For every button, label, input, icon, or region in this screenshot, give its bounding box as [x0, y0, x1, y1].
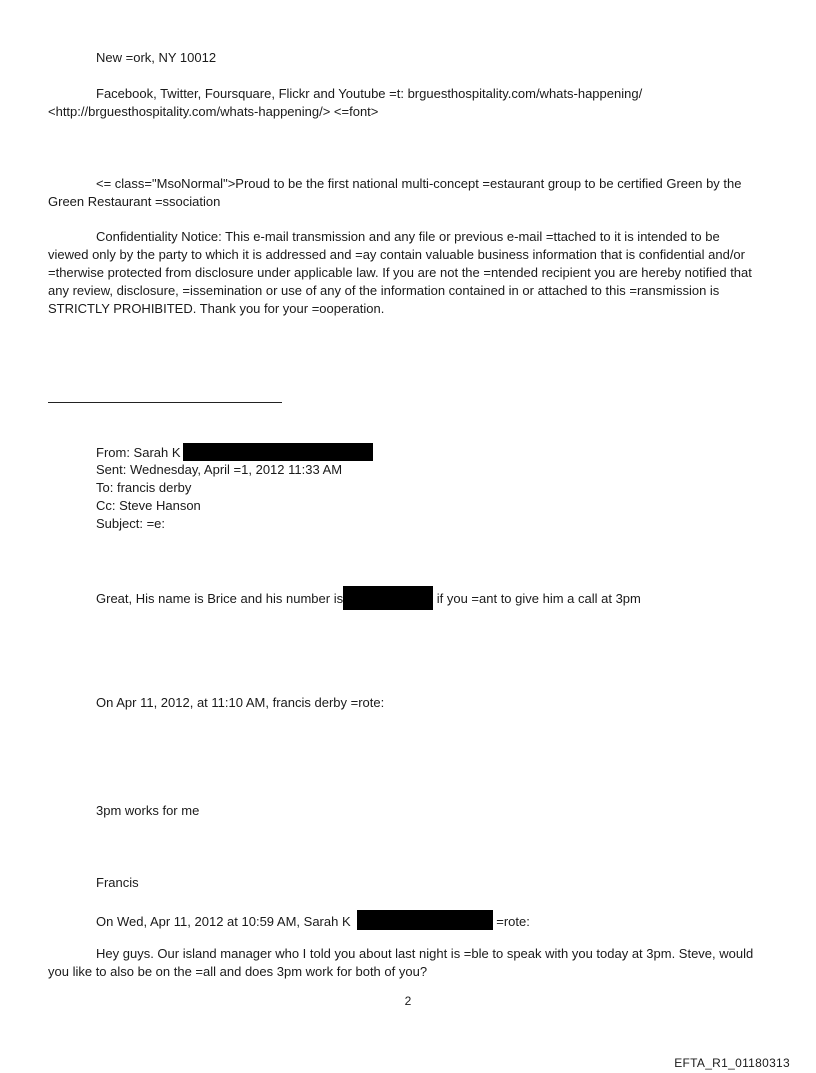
signature-francis: Francis: [96, 875, 139, 890]
quote-header-sarah-start: On Wed, Apr 11, 2012 at 10:59 AM, Sarah K: [96, 914, 351, 929]
reply-brice-text-start: Great, His name is Brice and his number is: [96, 591, 344, 606]
quote-header-sarah-end: =rote:: [496, 914, 530, 929]
address-line: New =ork, NY 10012: [96, 50, 217, 65]
green-certification-paragraph: <= class="MsoNormal">Proud to be the first national multi-concept =estaurant group to be certified Green by the Green Restaurant =ssociation: [48, 176, 742, 209]
header-to: To: francis derby: [96, 480, 192, 495]
redaction-box: [343, 586, 433, 610]
bates-identifier: EFTA_R1_01180313: [674, 1056, 790, 1070]
quote-header-francis: On Apr 11, 2012, at 11:10 AM, francis derby =rote:: [96, 695, 385, 710]
redaction-box: [183, 443, 373, 461]
header-from: [96, 443, 373, 462]
header-cc: Cc: Steve Hanson: [96, 498, 201, 513]
page-number: 2: [404, 994, 412, 1008]
reply-brice: [96, 586, 641, 610]
social-url-line: <http://brguesthospitality.com/whats-happening/> <=font>: [48, 104, 379, 119]
social-links-line: Facebook, Twitter, Foursquare, Flickr and Youtube =t: brguesthospitality.com/whats-happening/: [96, 86, 643, 101]
header-sent: Sent: Wednesday, April =1, 2012 11:33 AM: [96, 462, 343, 477]
reply-brice-text-end: if you =ant to give him a call at 3pm: [436, 591, 641, 606]
quote-header-sarah: [96, 910, 530, 931]
redaction-box: [357, 910, 493, 930]
header-from-text: From: Sarah K: [96, 445, 181, 460]
separator-rule: [48, 402, 282, 403]
confidentiality-notice: Confidentiality Notice: This e-mail transmission and any file or previous e-mail =ttached to it is intended to be viewed only by the party to which it is addressed and =ay contain valuable business information that is confidential and/or =therwise protected from disclosure under applicable law. If you are not the =ntended recipient you are hereby notified that any review, disclosure, =issemination or use of any of the information contained in or attached to this =ransmission is STRICTLY PROHIBITED. Thank you for your =ooperation.: [48, 229, 752, 316]
message-body: Hey guys. Our island manager who I told you about last night is =ble to speak with you today at 3pm. Steve, would you like to also be on the =all and does 3pm work for both of you?: [48, 946, 754, 979]
header-subject: Subject: =e:: [96, 516, 166, 531]
reply-3pm-works: 3pm works for me: [96, 803, 200, 818]
